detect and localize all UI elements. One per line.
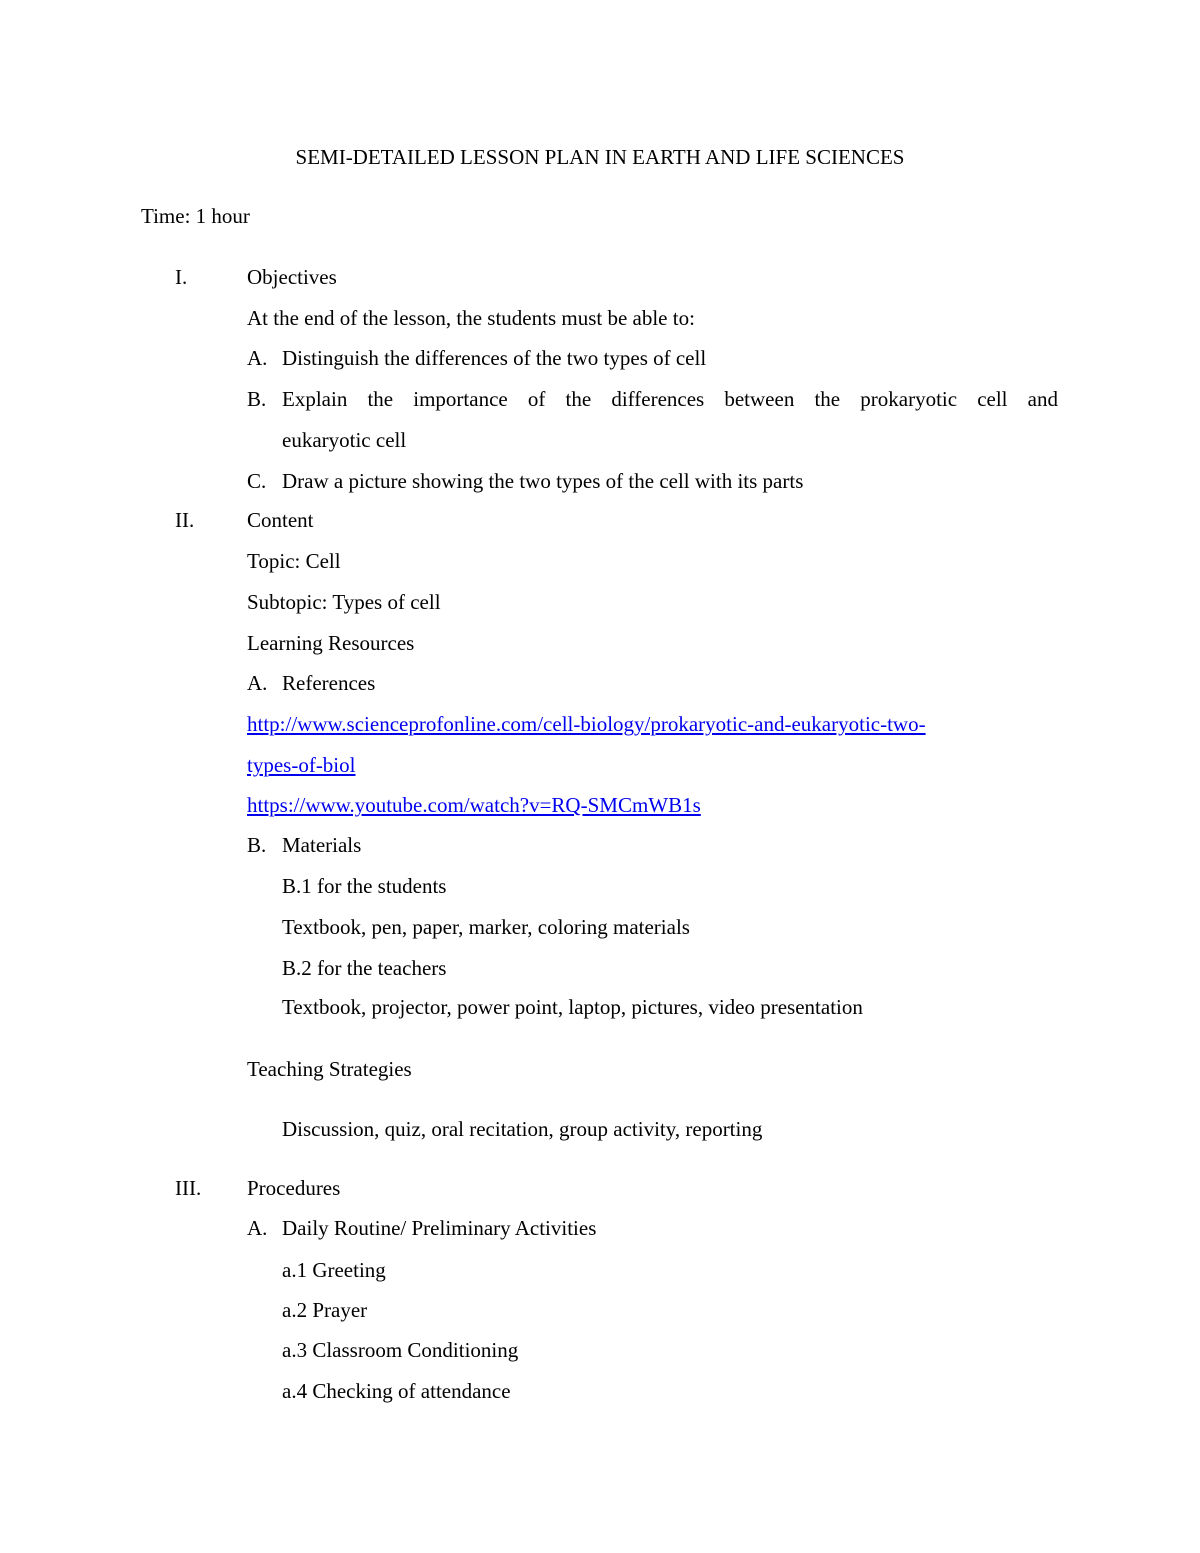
- content-topic: Topic: Cell: [247, 549, 341, 573]
- teaching-strategies-label: Teaching Strategies: [247, 1057, 412, 1081]
- section-numeral-objectives: I.: [175, 265, 188, 289]
- learning-resources-label: Learning Resources: [247, 631, 415, 655]
- section-heading-content: Content: [247, 508, 314, 532]
- section-numeral-procedures: III.: [175, 1176, 202, 1200]
- materials-students-items: Textbook, pen, paper, marker, coloring materials: [282, 915, 690, 939]
- materials-teachers-label: B.2 for the teachers: [282, 956, 447, 980]
- objective-text-a: Distinguish the differences of the two types of cell: [282, 346, 707, 370]
- reference-link-youtube[interactable]: https://www.youtube.com/watch?v=RQ-SMCmWB1s: [247, 793, 701, 817]
- objectives-intro: At the end of the lesson, the students must be able to:: [247, 306, 695, 330]
- section-heading-procedures: Procedures: [247, 1176, 341, 1200]
- materials-label: Materials: [282, 833, 362, 857]
- reference-link-scienceprofonline[interactable]: http://www.scienceprofonline.com/cell-biology/prokaryotic-and-eukaryotic-two-: [247, 712, 926, 736]
- time-label: Time: 1 hour: [141, 204, 250, 228]
- content-subtopic: Subtopic: Types of cell: [247, 590, 441, 614]
- objective-marker-c: C.: [247, 469, 267, 493]
- section-numeral-content: II.: [175, 508, 195, 532]
- materials-teachers-items: Textbook, projector, power point, laptop, pictures, video presentation: [282, 995, 863, 1019]
- objective-marker-a: A.: [247, 346, 268, 370]
- routine-item: a.3 Classroom Conditioning: [282, 1338, 519, 1362]
- objective-text-b-continued: eukaryotic cell: [282, 428, 407, 452]
- document-title: SEMI-DETAILED LESSON PLAN IN EARTH AND LIFE SCIENCES: [295, 145, 905, 169]
- routine-label: Daily Routine/ Preliminary Activities: [282, 1216, 597, 1240]
- routine-item: a.4 Checking of attendance: [282, 1379, 511, 1403]
- routine-item: a.1 Greeting: [282, 1258, 386, 1282]
- reference-link-scienceprofonline-continued[interactable]: types-of-biol: [247, 753, 356, 777]
- materials-students-label: B.1 for the students: [282, 874, 447, 898]
- teaching-strategies-list: Discussion, quiz, oral recitation, group activity, reporting: [282, 1117, 763, 1141]
- objective-marker-b: B.: [247, 387, 267, 411]
- materials-marker: B.: [247, 833, 267, 857]
- section-heading-objectives: Objectives: [247, 265, 337, 289]
- routine-item: a.2 Prayer: [282, 1298, 368, 1322]
- routine-marker: A.: [247, 1216, 268, 1240]
- references-label: References: [282, 671, 376, 695]
- objective-text-c: Draw a picture showing the two types of the cell with its parts: [282, 469, 804, 493]
- references-marker: A.: [247, 671, 268, 695]
- objective-text-b: Explain the importance of the differences between the prokaryotic cell and: [282, 387, 1058, 411]
